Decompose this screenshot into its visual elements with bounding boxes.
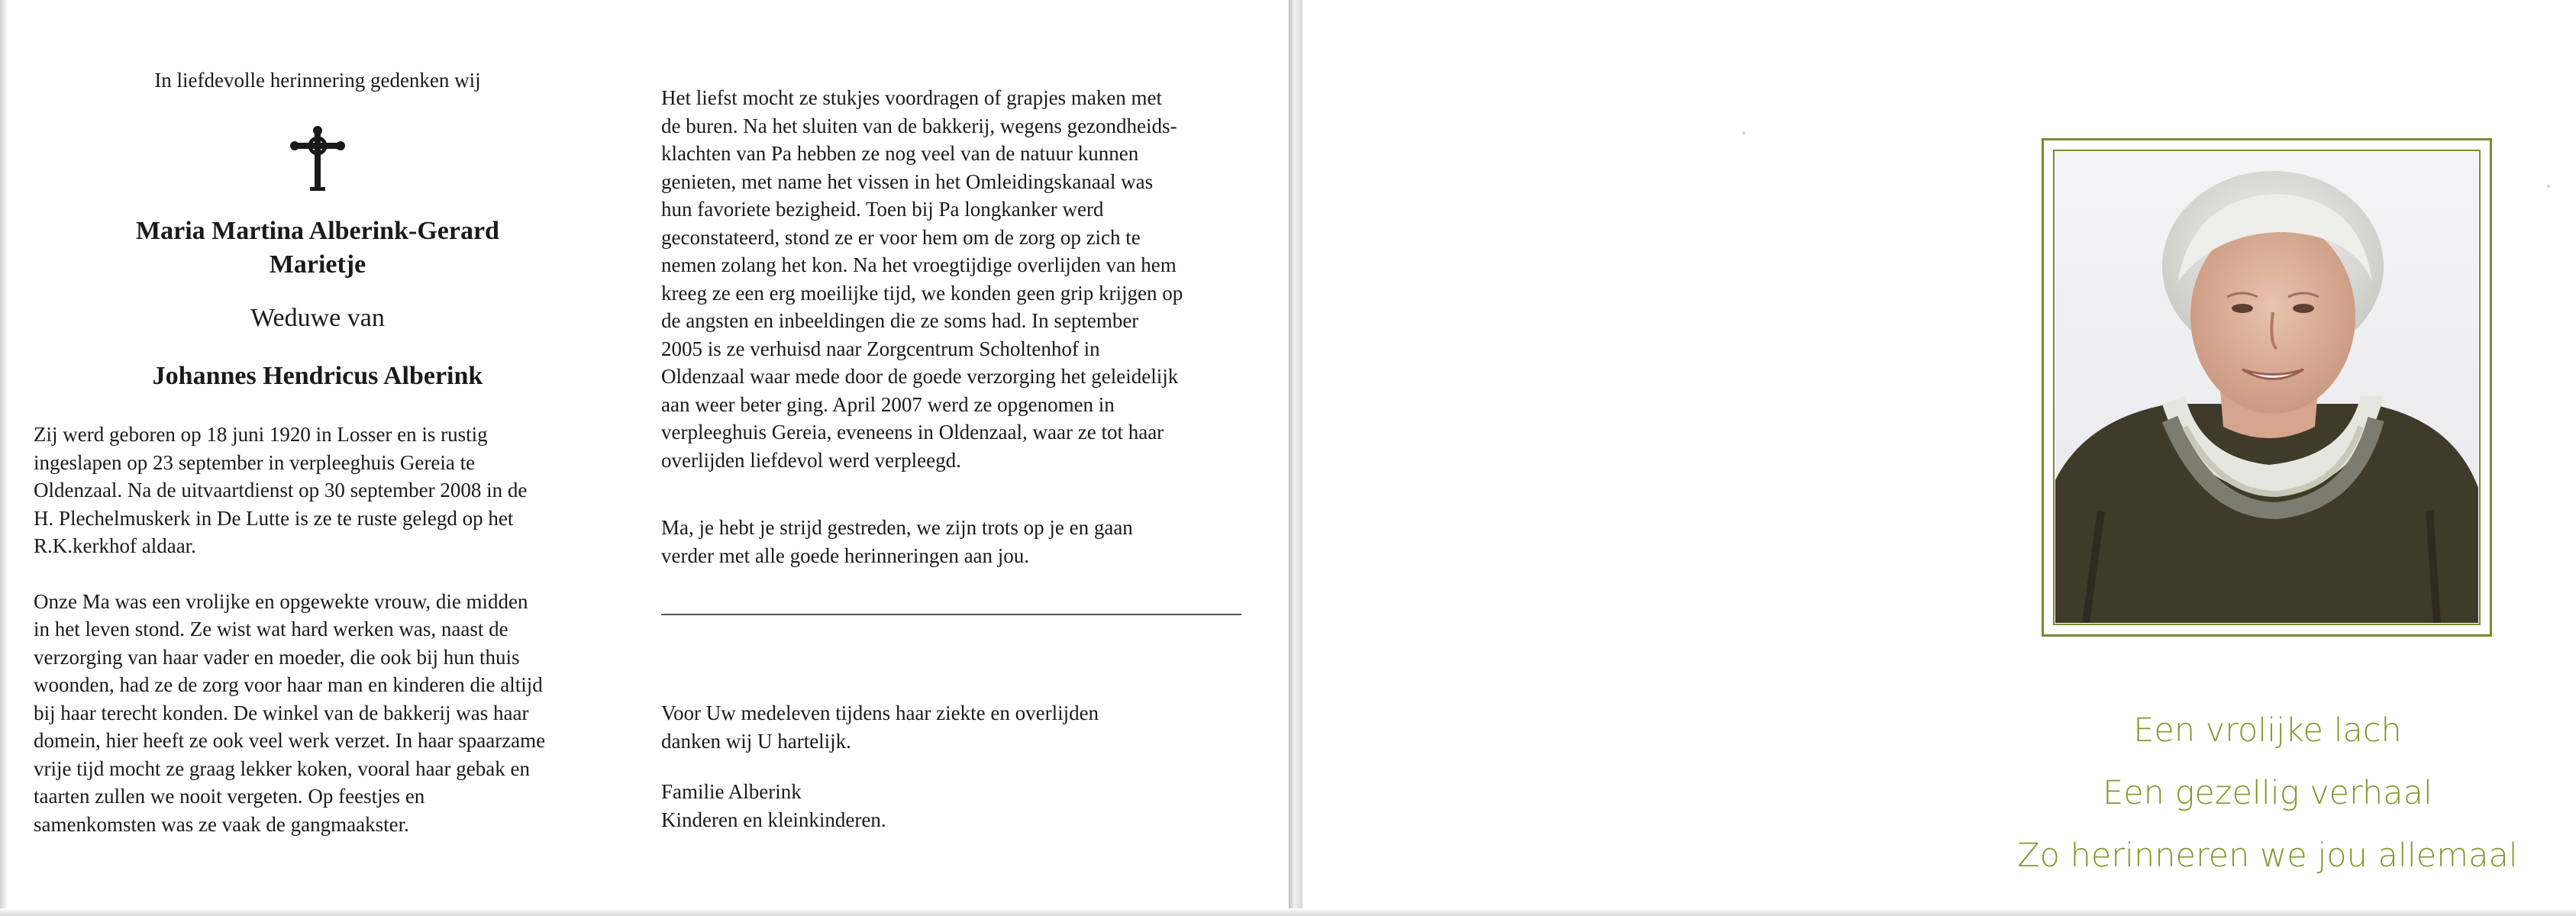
text-line: verpleeghuis Gereia, eveneens in Oldenzaal, waar ze tot haar (661, 421, 1164, 443)
left-column (34, 69, 602, 838)
signature-family: Familie Alberink (661, 780, 802, 803)
paragraph-life (34, 588, 602, 839)
text-line: samenkomsten was ze vaak de gangmaakster. (34, 812, 409, 836)
portrait-photo (2055, 152, 2478, 623)
text-line: ingeslapen op 23 september in verpleeghuis Gereia te (34, 450, 476, 474)
text-line: klachten van Pa hebben ze nog veel van de natuur kunnen (661, 142, 1139, 165)
middle-column (661, 84, 1240, 834)
verse-line-3: Zo herinneren we jou allemaal (2017, 837, 2518, 875)
text-line: domein, hier heeft ze ook veel werk verzet. In haar spaarzame (34, 729, 546, 752)
text-line: Onze Ma was een vrolijke en opgewekte vrouw, die midden (34, 589, 528, 613)
text-line: aan weer beter ging. April 2007 werd ze opgenomen in (661, 392, 1115, 416)
text-line: Oldenzaal. Na de uitvaartdienst op 30 september 2008 in de (34, 479, 528, 502)
signature-children: Kinderen en kleinkinderen. (661, 808, 886, 831)
portrait-frame (2042, 138, 2492, 637)
text-line: bij haar terecht konden. De winkel van de bakkerij was haar (34, 701, 529, 724)
deceased-name: Maria Martina Alberink-Gerard (136, 217, 499, 245)
text-line: verder met alle goede herinneringen aan jou. (661, 543, 1030, 567)
paragraph-farewell (661, 514, 1240, 569)
text-line: 2005 is ze verhuisd naar Zorgcentrum Scholtenhof in (661, 337, 1100, 360)
text-line: Oldenzaal waar mede door de goede verzorging het geleidelijk (661, 365, 1179, 388)
text-line: geconstateerd, stond ze er voor hem om de zorg op zich te (661, 225, 1141, 249)
paragraph-thanks (661, 699, 1240, 755)
text-line: overlijden liefdevol werd verpleegd. (661, 448, 961, 472)
text-line: in het leven stond. Ze wist wat hard werken was, naast de (34, 618, 508, 640)
card-fold (1289, 0, 1303, 916)
divider-line (661, 614, 1241, 615)
text-line: vrije tijd mocht ze graag lekker koken, vooral haar gebak en (34, 756, 530, 780)
verse-line-2: Een gezellig verhaal (2103, 774, 2432, 812)
text-line: Voor Uw medeleven tijdens haar ziekte en overlijden (661, 702, 1099, 724)
text-line: nemen zolang het kon. Na het vroegtijdige overlijden van hem (661, 253, 1177, 276)
text-line: genieten, met name het vissen in het Omleidingskanaal was (661, 169, 1154, 193)
text-line: danken wij U hartelijk. (661, 729, 851, 753)
text-line: R.K.kerkhof aldaar. (34, 534, 196, 557)
card-edge-bottom (0, 908, 2576, 916)
text-line: Zij werd geboren op 18 juni 1920 in Losser en is rustig (34, 423, 488, 446)
text-line: de angsten en inbeeldingen die ze soms had. In september (661, 309, 1139, 332)
paragraph-birth (34, 421, 602, 560)
widow-of-label: Weduwe van (250, 304, 385, 332)
text-line: taarten zullen we nooit vergeten. Op feestjes en (34, 785, 425, 808)
deceased-nickname: Marietje (269, 250, 366, 279)
text-line: Ma, je hebt je strijd gestreden, we zijn trots op je en gaan (661, 516, 1133, 539)
signature (661, 778, 1240, 834)
text-line: verzorging van haar vader en moeder, die ook bij hun thuis (34, 645, 520, 669)
text-line: hun favoriete bezigheid. Toen bij Pa longkanker werd (661, 198, 1104, 221)
text-line: woonden, had ze de zorg voor haar man en kinderen die altijd (34, 673, 543, 696)
paper-speck (1742, 131, 1745, 134)
text-line: de buren. Na het sluiten van de bakkerij, wegens gezondheids- (661, 114, 1177, 137)
text-line: H. Plechelmuskerk in De Lutte is ze te ruste gelegd op het (34, 506, 514, 530)
verse-line-1: Een vrolijke lach (2133, 711, 2402, 750)
paragraph-later-life (661, 84, 1240, 474)
text-line: kreeg ze een erg moeilijke tijd, we konden geen grip krijgen op (661, 281, 1183, 305)
text-line: Het liefst mocht ze stukjes voordragen of grapjes maken met (661, 86, 1163, 109)
intro-text: In liefdevolle herinnering gedenken wij (154, 69, 481, 92)
husband-name: Johannes Hendricus Alberink (152, 362, 483, 390)
cross-icon (290, 126, 345, 192)
paper-speck (2547, 185, 2550, 188)
card-edge (0, 0, 8, 916)
